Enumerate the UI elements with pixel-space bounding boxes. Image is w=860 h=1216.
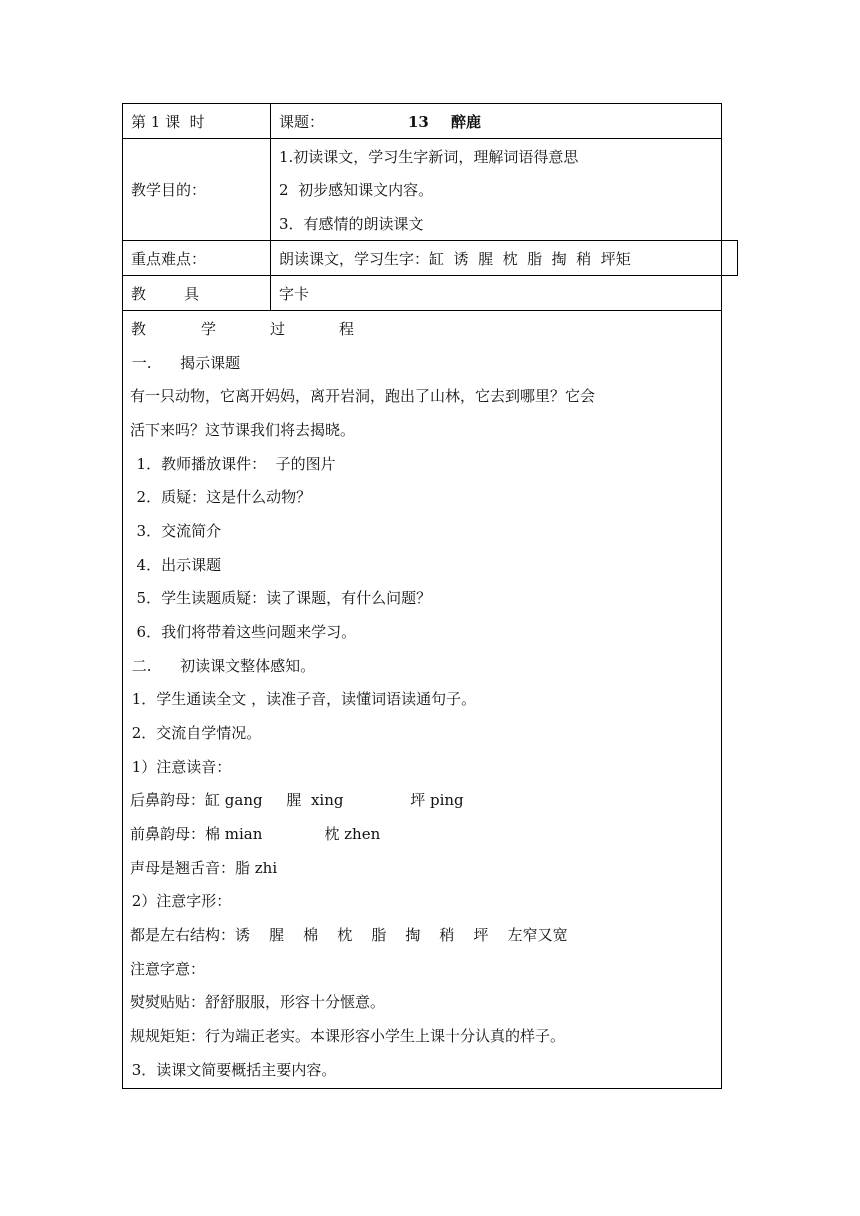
process-line: 活下来吗？这节课我们将去揭晓。: [130, 421, 356, 439]
lesson-number: 13: [408, 113, 429, 131]
process-line: 前鼻韵母：棉 mian 枕 zhen: [130, 825, 381, 843]
process-line: 注意字意：: [130, 960, 206, 978]
process-line: 2．交流自学情况。: [127, 724, 262, 742]
process-line: 熨熨贴贴：舒舒服服，形容十分惬意。: [130, 993, 386, 1011]
goal-item: 2 初步感知课文内容。: [279, 181, 434, 199]
row-divider-2: [122, 240, 738, 241]
goal-item: 3．有感情的朗读课文: [279, 215, 424, 233]
row-divider-3: [122, 275, 738, 276]
process-line: 3．读课文简要概括主要内容。: [127, 1061, 337, 1079]
process-heading-char: 教: [131, 320, 147, 338]
process-line: 2．质疑：这是什么动物？: [127, 488, 312, 506]
process-line: 1．学生通读全文 ，读准子音，读懂词语读通句子。: [127, 690, 477, 708]
goal-item: 1.初读课文，学习生字新词，理解词语得意思: [279, 148, 579, 166]
tools-value: 字卡: [279, 285, 310, 303]
process-line: 2）注意字形：: [127, 892, 232, 910]
tools-label-char: 教: [131, 285, 147, 303]
table-border-left: [122, 103, 123, 1089]
process-heading-char: 学: [201, 320, 217, 338]
process-line: 有一只动物，它离开妈妈，离开岩洞，跑出了山林，它去到哪里？它会: [130, 387, 596, 405]
key-points-label: 重点难点：: [131, 250, 207, 268]
process-line: 后鼻韵母：缸 gang 腥 xing 坪 ping: [130, 791, 464, 809]
table-border-top: [122, 103, 722, 104]
tools-label-char: 具: [184, 285, 200, 303]
column-divider: [270, 103, 271, 310]
process-line: 1）注意读音：: [127, 758, 232, 776]
process-line: 6．我们将带着这些问题来学习。: [127, 623, 357, 641]
process-line: 二. 初读课文整体感知。: [127, 657, 316, 675]
lesson-title: 醉鹿: [451, 113, 482, 131]
row-divider-1: [122, 138, 722, 139]
process-line: 规规矩矩：行为端正老实。本课形容小学生上课十分认真的样子。: [130, 1027, 566, 1045]
row-divider-4: [122, 310, 722, 311]
table-border-bottom: [122, 1088, 722, 1089]
process-line: 4．出示课题: [127, 556, 222, 574]
process-line: 都是左右结构：诱 腥 棉 枕 脂 掏 稍 坪 左窄又宽: [130, 926, 568, 944]
lesson-period: 第 1 课 时: [131, 113, 205, 131]
process-line: 1．教师播放课件： 子的图片: [127, 455, 336, 473]
process-line: 声母是翘舌音：脂 zhi: [130, 859, 278, 877]
process-heading-char: 程: [339, 320, 355, 338]
table-border-right: [721, 103, 722, 1089]
goals-label: 教学目的：: [131, 181, 207, 199]
overflow-cell-edge: [737, 240, 738, 276]
key-points-text: 朗读课文，学习生字：缸 诱 腥 枕 脂 掏 稍 坪矩: [279, 250, 631, 268]
process-line: 3．交流简介: [127, 522, 222, 540]
process-line: 5．学生读题质疑：读了课题，有什么问题？: [127, 589, 432, 607]
topic-label: 课题：: [279, 113, 325, 131]
process-line: 一. 揭示课题: [127, 354, 241, 372]
process-heading-char: 过: [270, 320, 286, 338]
